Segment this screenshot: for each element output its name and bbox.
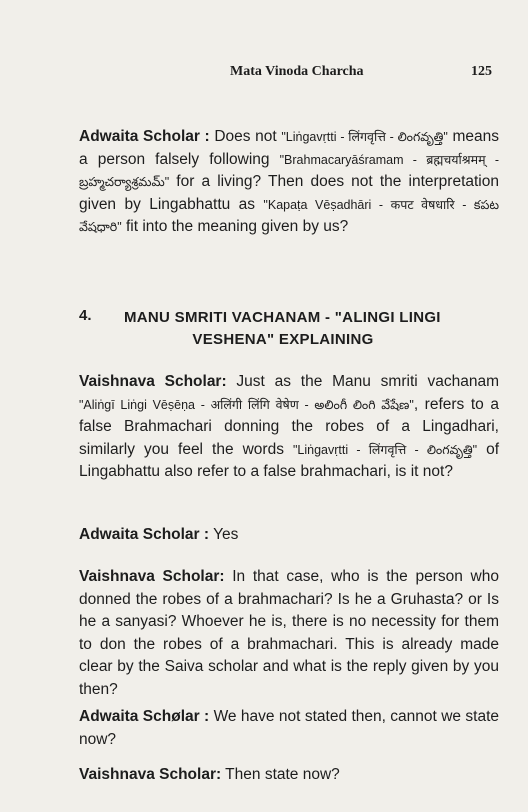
dialogue-text: means a person falsely following — [79, 128, 499, 168]
transliteration: "Liṅgavṛtti - लिंगवृत्ति - లింగవృత్తి" — [281, 130, 448, 144]
transliteration: "Brahmacaryāśramam - ब्रह्मचर्याश्रमम् - బ్రహ్మచర్యాశ్రమమ్" — [79, 152, 499, 190]
dialogue-text: Then state now? — [221, 766, 340, 783]
running-title: Mata Vinoda Charcha — [230, 64, 364, 79]
dialogue-block-4 — [79, 566, 499, 702]
dialogue-block-6 — [79, 764, 499, 787]
section-title-line-2: VESHENA" EXPLAINING — [192, 331, 374, 348]
section-title-line-1: MANU SMRITI VACHANAM - "ALINGI LINGI — [124, 309, 441, 326]
dialogue-text: fit into the meaning given by us? — [121, 218, 349, 236]
dialogue-block-5 — [79, 706, 499, 751]
speaker-label: Adwaita Scholar : — [79, 526, 210, 543]
dialogue-text: In that case, who is the person who donned the robes of a brahmachari? Is he a Gruhasta? or Is he a sanyasi? Whoever he is, there is no necessity for them to don the robes of a brahmachari. This is already made clear by the Saiva scholar and what is the reply given by you then? — [79, 568, 499, 698]
running-header — [230, 64, 492, 80]
transliteration: "Aliṅgī Liṅgi Vēṣēṇa - अलिंगी लिंगि वेषेण - అలింగీ లింగి వేషేణ" — [79, 397, 414, 412]
section-number: 4. — [79, 307, 92, 324]
dialogue-text: Just as the Manu smriti vachanam — [226, 373, 499, 390]
dialogue-block-3 — [79, 524, 499, 547]
dialogue-text: for a living? Then does not the interpretation given by Lingabhattu as — [79, 173, 499, 213]
dialogue-text: Does not — [209, 128, 282, 145]
speaker-label: Vaishnava Scholar: — [79, 568, 225, 585]
speaker-label: Adwaita Scholar : — [79, 128, 210, 145]
dialogue-text: , refers to a false Brahmachari donning the robes of a Lingadhari, similarly you feel the words — [79, 395, 499, 458]
speaker-label: Adwaita Schølar : — [79, 708, 210, 725]
speaker-label: Vaishnava Scholar: — [79, 373, 227, 390]
dialogue-block-2 — [79, 371, 499, 484]
section-heading — [124, 307, 502, 351]
dialogue-text: Yes — [209, 526, 239, 543]
dialogue-text: We have not stated then, cannot we state now? — [79, 708, 499, 748]
page-number: 125 — [471, 64, 492, 79]
dialogue-block-1 — [79, 126, 499, 239]
speaker-label: Vaishnava Scholar: — [79, 766, 222, 783]
dialogue-text: of Lingabhattu also refer to a false brahmachari, is it not? — [79, 440, 500, 481]
transliteration: "Liṅgavṛtti - लिंगवृत्ति - లింగవృత్తి" — [292, 442, 478, 457]
transliteration: "Kapaṭa Vēṣadhāri - कपट वेषधारि - కపట వేషధారి" — [79, 197, 499, 235]
